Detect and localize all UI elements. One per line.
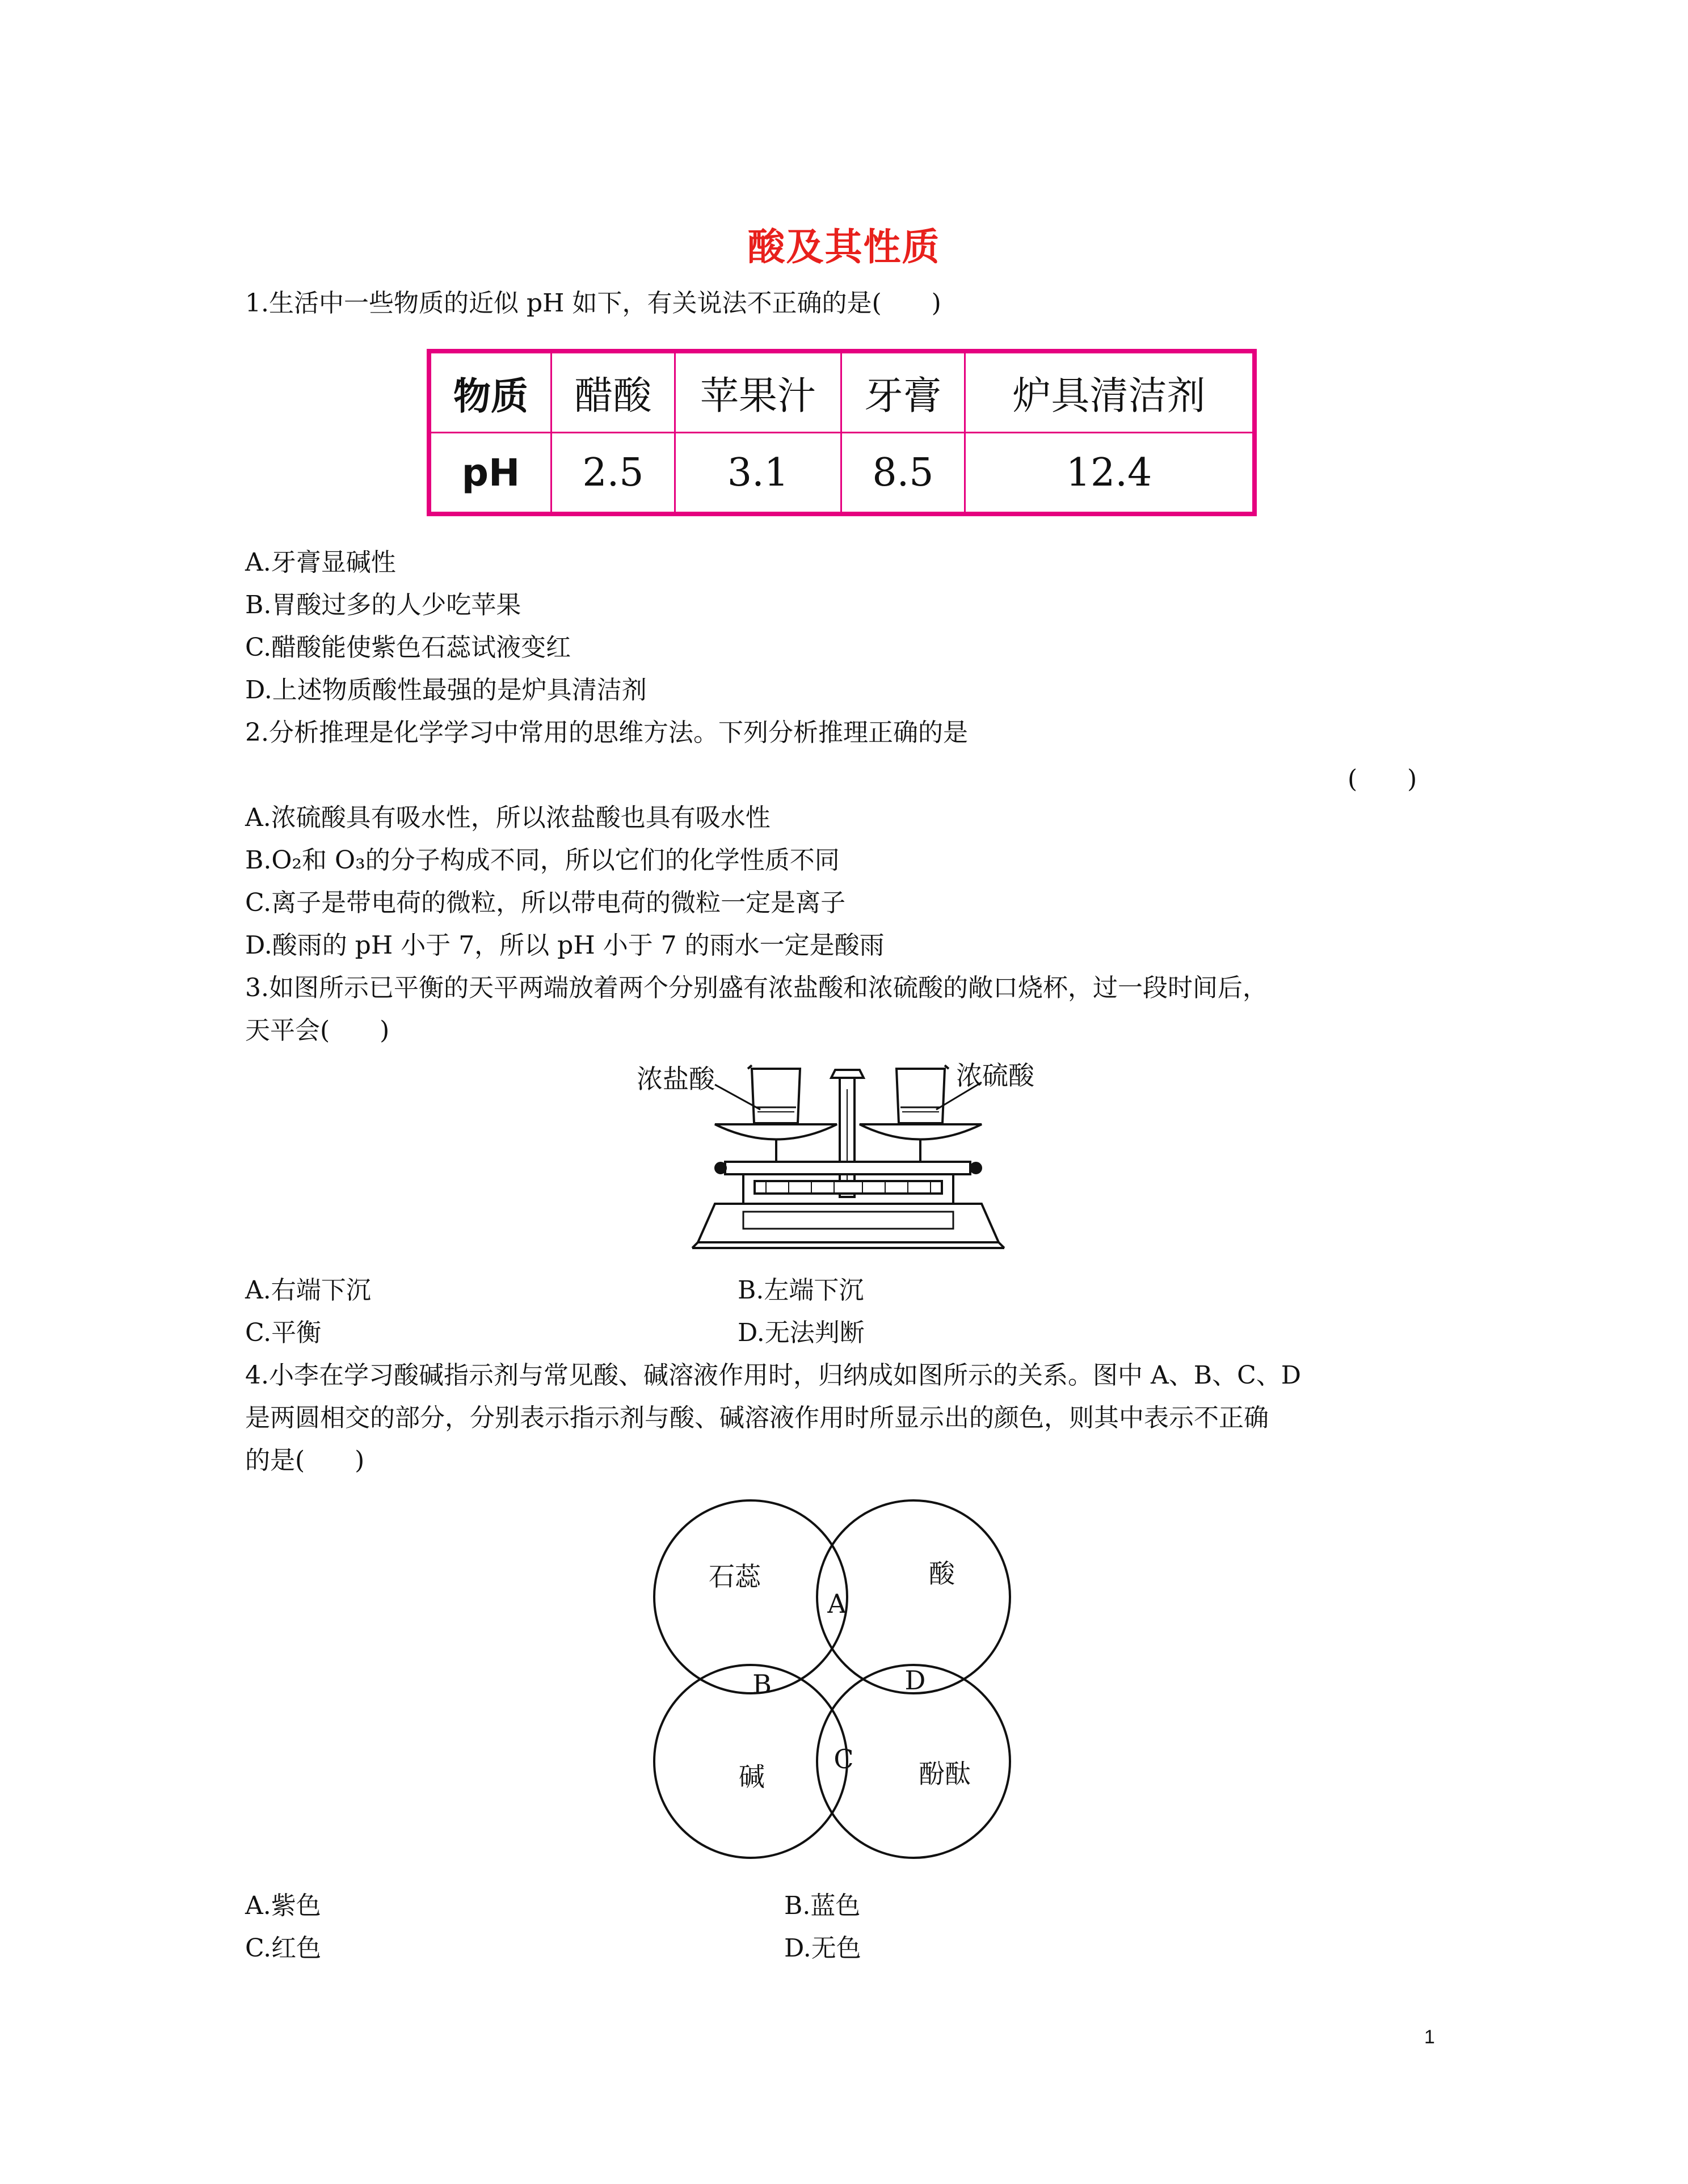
q3-option-c: C.平衡 <box>245 1318 322 1347</box>
q4-stem-line2: 是两圆相交的部分，分别表示指示剂与酸、碱溶液作用时所显示出的颜色，则其中表示不正确 <box>245 1403 1269 1432</box>
table-cell: 3.1 <box>675 433 841 515</box>
table-cell: pH <box>429 433 552 515</box>
page-number: 1 <box>1424 2026 1435 2048</box>
circle-label-base: 碱 <box>739 1761 765 1792</box>
q2-option-d: D.酸雨的 pH 小于 7，所以 pH 小于 7 的雨水一定是酸雨 <box>245 931 885 960</box>
region-label-a: A <box>827 1588 847 1619</box>
q3-stem-line2: 天平会( ) <box>245 1016 390 1045</box>
q4-option-d: D.无色 <box>784 1934 861 1963</box>
q3-stem-line1: 3.如图所示已平衡的天平两端放着两个分别盛有浓盐酸和浓硫酸的敞口烧杯，过一段时间后， <box>245 973 1268 1002</box>
q3-option-b: B.左端下沉 <box>738 1276 864 1305</box>
q4-stem-line3: 的是( ) <box>245 1446 365 1475</box>
q2-stem: 2.分析推理是化学学习中常用的思维方法。下列分析推理正确的是 <box>245 718 968 747</box>
table-cell: 苹果汁 <box>675 351 841 433</box>
q4-option-c: C.红色 <box>245 1934 322 1963</box>
q1-option-a: A.牙膏显碱性 <box>245 548 396 577</box>
ph-table <box>427 349 1257 516</box>
ph-table-value-row <box>429 433 1255 515</box>
table-cell: 炉具清洁剂 <box>965 351 1255 433</box>
q2-option-b: B.O₂和 O₃的分子构成不同，所以它们的化学性质不同 <box>245 846 840 875</box>
left-beaker-label: 浓盐酸 <box>637 1064 715 1094</box>
table-cell: 物质 <box>429 351 552 433</box>
balance-figure <box>630 1055 1050 1259</box>
table-cell: 8.5 <box>841 433 965 515</box>
table-cell: 12.4 <box>965 433 1255 515</box>
q4-stem-line1: 4.小李在学习酸碱指示剂与常见酸、碱溶液作用时，归纳成如图所示的关系。图中 A、B、C、D <box>245 1361 1302 1390</box>
q2-option-a: A.浓硫酸具有吸水性，所以浓盐酸也具有吸水性 <box>245 803 771 832</box>
q3-option-d: D.无法判断 <box>738 1318 865 1347</box>
right-beaker-label: 浓硫酸 <box>956 1060 1034 1091</box>
ph-table-header-row <box>429 351 1255 433</box>
table-cell: 醋酸 <box>552 351 675 433</box>
q3-option-a: A.右端下沉 <box>245 1276 371 1305</box>
q2-option-c: C.离子是带电荷的微粒，所以带电荷的微粒一定是离子 <box>245 888 846 917</box>
q4-option-a: A.紫色 <box>245 1891 321 1920</box>
q1-option-c: C.醋酸能使紫色石蕊试液变红 <box>245 633 571 662</box>
table-cell: 牙膏 <box>841 351 965 433</box>
page-title: 酸及其性质 <box>747 225 941 269</box>
region-label-d: D <box>904 1665 926 1696</box>
region-label-b: B <box>752 1669 772 1700</box>
venn-diagram <box>644 1489 1041 1875</box>
q4-option-b: B.蓝色 <box>784 1891 861 1920</box>
region-label-c: C <box>834 1744 854 1774</box>
circle-label-phenolphthalein: 酚酞 <box>919 1759 971 1789</box>
circle-label-acid: 酸 <box>929 1558 955 1589</box>
q1-option-d: D.上述物质酸性最强的是炉具清洁剂 <box>245 676 647 705</box>
q1-stem: 1.生活中一些物质的近似 pH 如下，有关说法不正确的是( ) <box>245 289 941 318</box>
q1-option-b: B.胃酸过多的人少吃苹果 <box>245 591 521 619</box>
table-cell: 2.5 <box>552 433 675 515</box>
circle-label-litmus: 石蕊 <box>709 1561 761 1592</box>
q2-answer-paren: ( ) <box>1348 765 1417 794</box>
